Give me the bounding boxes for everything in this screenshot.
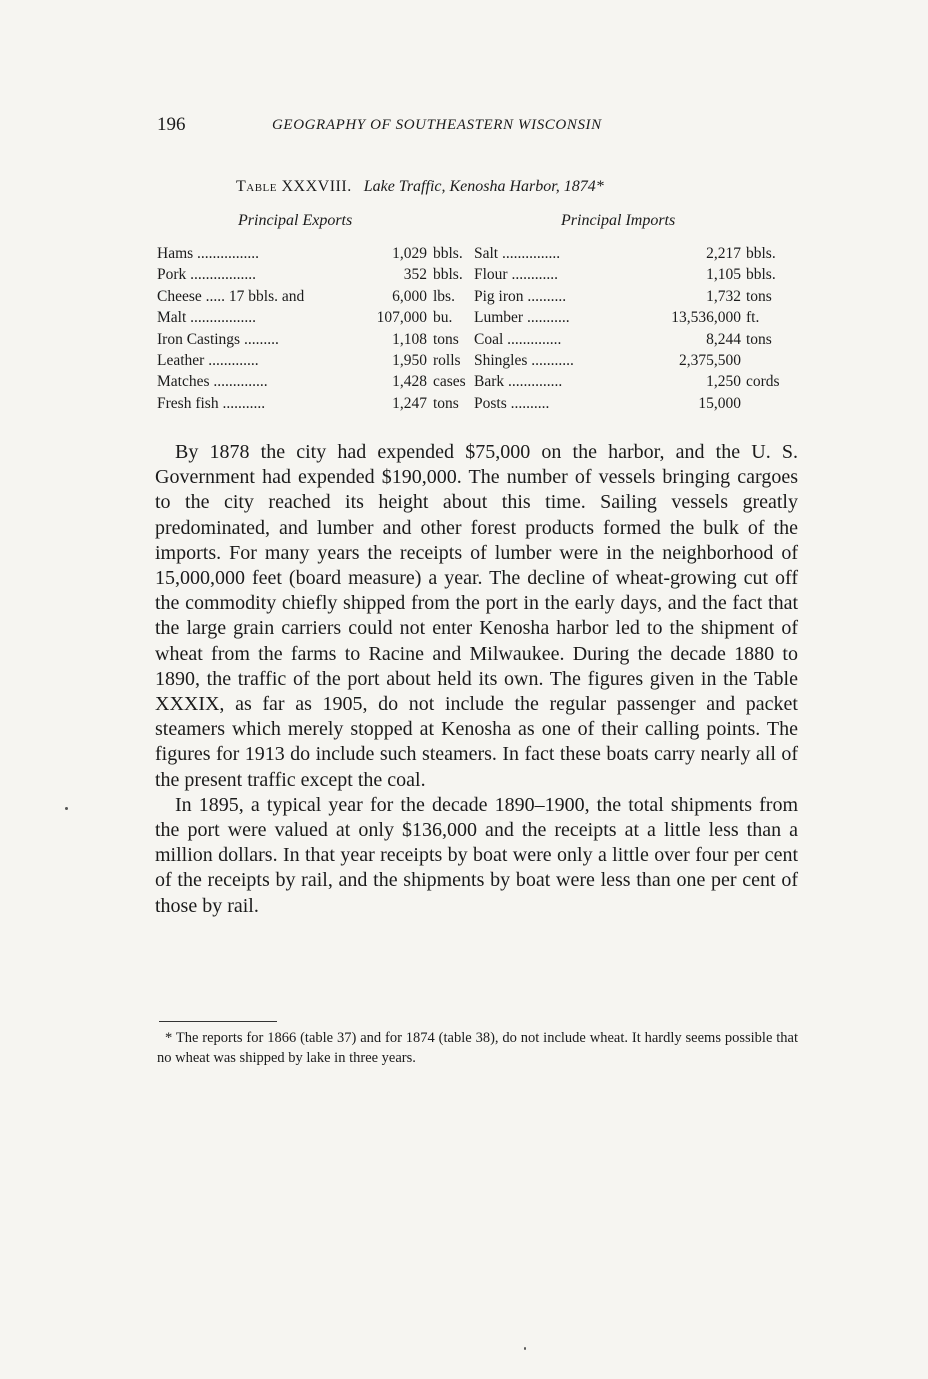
export-unit: bbls. [433,266,463,284]
import-name: Shingles ........... [474,351,574,369]
export-unit: bbls. [433,245,463,262]
paragraph: In 1895, a typical year for the decade 1890–1900, the total shipments from the port were valued at only $136,000 and the receipts at a little less than a million dollars. In that year receipts by boat were only a little over four per cent of the receipts by rail, and the shipments by boat were less than one per cent of those by rail. [155,793,798,917]
import-unit: bbls. [746,266,776,284]
export-value: 1,108 [392,330,427,348]
export-unit: bu. [433,309,453,327]
import-unit: tons [746,287,772,305]
export-name: Malt ................. [157,309,257,327]
export-value: 1,247 [392,394,427,412]
export-value: 6,000 [392,287,427,305]
import-value: 1,105 [706,266,741,284]
export-unit: lbs. [433,287,455,305]
footnote-text: * The reports for 1866 (table 37) and for 1874 (table 38), do not include wheat. It hardly seems possible that no wheat was shipped by lake in three years. [157,1030,798,1066]
import-unit: bbls. [746,245,776,262]
import-value: 2,375,500 [679,351,741,369]
table-row [157,393,797,414]
footnote-rule [159,1021,277,1022]
export-name: Fresh fish ........... [157,394,266,412]
table-row [157,243,797,264]
export-unit: tons [433,330,459,348]
export-name: Cheese ..... 17 bbls. and [157,287,305,305]
footnote [157,1028,798,1068]
export-unit: rolls [433,351,461,369]
import-name: Bark .............. [474,373,563,391]
import-unit: cords [746,373,780,391]
export-name: Iron Castings ......... [157,330,279,348]
export-unit: cases [433,373,466,391]
exports-heading: Principal Exports [238,212,353,229]
table-row [157,371,797,392]
table-label: Table XXXVIII. [236,178,352,195]
export-value: 107,000 [376,309,427,327]
export-value: 1,950 [392,351,427,369]
import-value: 2,217 [706,245,741,262]
export-name: Matches .............. [157,373,268,391]
table-title: Lake Traffic, Kenosha Harbor, 1874* [363,178,604,195]
export-value: 352 [403,266,427,284]
table-row [157,329,797,350]
export-name: Leather ............. [157,351,259,369]
import-name: Salt ............... [474,245,561,262]
table-caption [236,178,604,196]
trade-table [157,243,797,414]
import-name: Flour ............ [474,266,558,284]
import-name: Pig iron .......... [474,287,567,305]
export-name: Pork ................. [157,266,257,284]
paragraph: By 1878 the city had expended $75,000 on the harbor, and the U. S. Government had expended $190,000. The number of vessels bringing cargoes to the city reached its height about this time. Sailing vessels greatly predominated, and lumber and other forest products formed the bulk of the imports. For many years the receipts of lumber were in the neighborhood of 15,000,000 feet (board measure) a year. The decline of wheat-growing cut off the commodity chiefly shipped from the port in the early days, and the fact that the large grain carriers could not enter Kenosha harbor led to the shipment of wheat from the farms to Racine and Milwaukee. During the decade 1880 to 1890, the traffic of the port about held its own. The figures given in the Table XXXIX, as far as 1905, do not include the regular passenger and packet steamers which merely stopped at Kenosha as one of their calling points. The figures for 1913 do include such steamers. In fact these boats carry nearly all of the present traffic except the coal. [155,441,798,791]
import-unit: ft. [746,309,760,327]
table-row [157,350,797,371]
import-value: 13,536,000 [671,309,741,327]
table-row [157,264,797,285]
import-name: Lumber ........... [474,309,570,327]
export-value: 1,029 [392,245,427,262]
import-value: 1,732 [706,287,741,305]
print-speck [65,807,68,810]
import-name: Coal .............. [474,330,562,348]
table-row [157,286,797,307]
export-unit: tons [433,394,459,412]
page-header [157,114,797,138]
import-name: Posts .......... [474,394,550,412]
import-value: 1,250 [706,373,741,391]
running-title: GEOGRAPHY OF SOUTHEASTERN WISCONSIN [272,117,602,133]
print-speck [524,1347,526,1350]
page-number: 196 [157,114,186,135]
import-value: 8,244 [706,330,741,348]
export-value: 1,428 [392,373,427,391]
table-row [157,307,797,328]
import-unit: tons [746,330,772,348]
imports-heading: Principal Imports [561,212,676,229]
export-name: Hams ................ [157,245,260,262]
import-value: 15,000 [698,394,741,412]
body-text [155,440,798,919]
